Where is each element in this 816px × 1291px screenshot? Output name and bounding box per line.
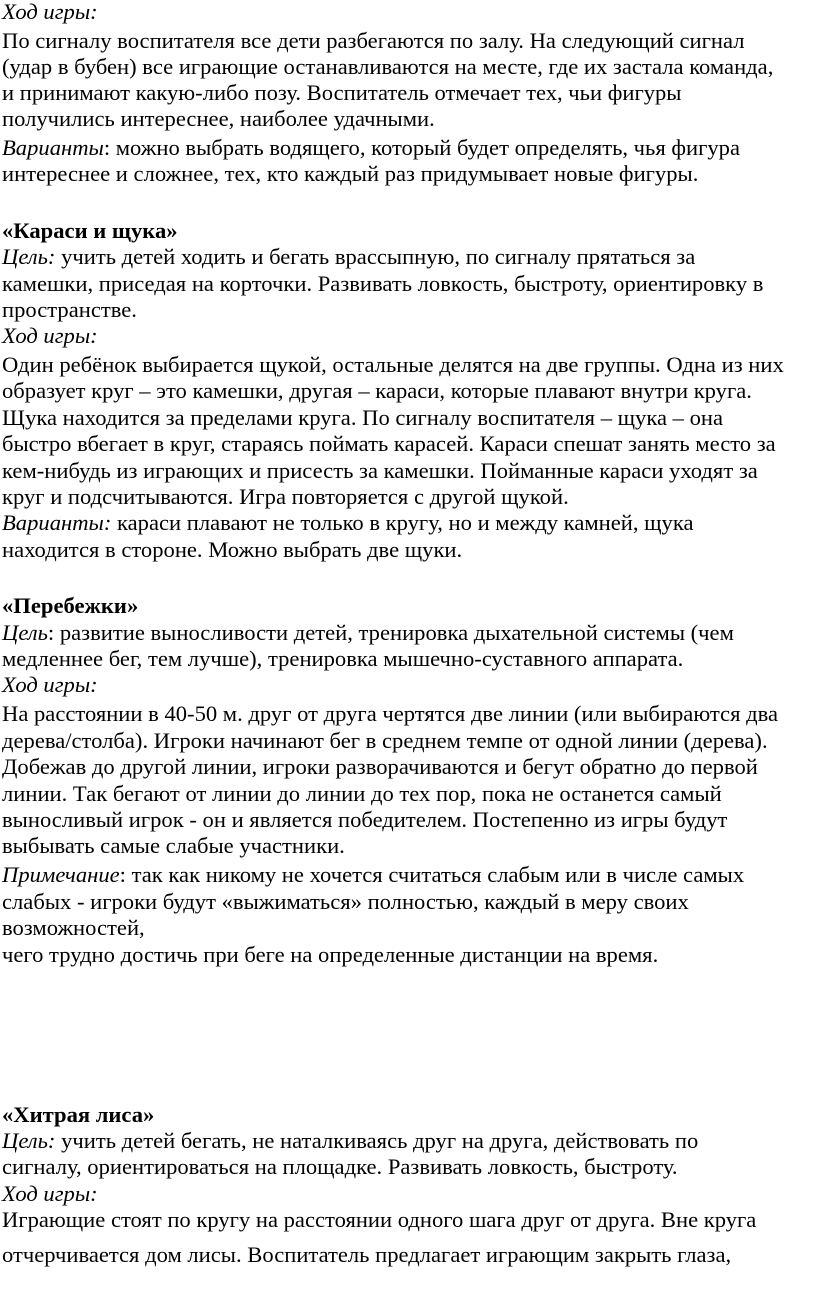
italic-label: Варианты (2, 135, 104, 160)
text-run: выбывать самые слабые участники. (2, 833, 345, 858)
italic-label: Цель: (2, 1128, 56, 1153)
text-line (2, 888, 689, 916)
text-line (2, 296, 137, 324)
text-line (2, 351, 784, 379)
text-run: : можно выбрать водящего, который будет определять, чья фигура (103, 135, 740, 160)
text-run: круг и подсчитываются. Игра повторяется с другой щукой. (2, 484, 569, 509)
text-run: (удар в бубен) все играющие останавливаются на месте, где их застала команда, (2, 54, 774, 79)
text-run: Играющие стоят по кругу на расстоянии одного шага друг от друга. Вне круга (2, 1207, 757, 1232)
text-run: учить детей ходить и бегать врассыпную, по сигналу прятаться за (55, 244, 696, 269)
text-line (2, 134, 740, 162)
text-run: находится в стороне. Можно выбрать две щуки. (2, 537, 463, 562)
text-line (2, 79, 682, 107)
italic-label: Цель: (2, 244, 56, 269)
text-line (2, 483, 569, 511)
text-line (2, 645, 683, 673)
text-line (2, 619, 734, 647)
text-run: караси плавают не только в кругу, но и между камней, щука (111, 510, 694, 535)
text-line (2, 861, 744, 889)
text-line (2, 1241, 731, 1269)
text-run: быстро вбегает в круг, стараясь поймать карасей. Караси спешат занять место за (2, 431, 776, 456)
text-run: медленнее бег, тем лучше), тренировка мышечно-суставного аппарата. (2, 646, 684, 671)
text-line (2, 270, 763, 298)
italic-label: Примечание (2, 862, 120, 887)
text-line (2, 536, 462, 564)
text-line (2, 671, 98, 699)
italic-label: Ход игры: (2, 323, 98, 348)
heading-text: «Хитрая лиса» (2, 1102, 155, 1127)
text-line (2, 322, 98, 350)
italic-label: Цель (2, 620, 48, 645)
text-run: Щука находится за пределами круга. По сигналу воспитателя – щука – она (2, 405, 724, 430)
text-line (2, 700, 778, 728)
text-run: Один ребёнок выбирается щукой, остальные делятся на две группы. Одна из них (2, 352, 784, 377)
text-line (2, 780, 722, 808)
text-run: чего трудно достичь при беге на определенные дистанции на время. (2, 942, 659, 967)
text-run: отчерчивается дом лисы. Воспитатель предлагает играющим закрыть глаза, (2, 1242, 732, 1267)
text-run: и принимают какую-либо позу. Воспитатель отмечает тех, чьи фигуры (2, 80, 682, 105)
italic-label: Варианты: (2, 510, 112, 535)
heading-text: «Перебежки» (2, 593, 139, 618)
italic-label: Ход игры: (2, 672, 98, 697)
text-line (2, 509, 694, 537)
text-line (2, 1127, 698, 1155)
italic-label: Ход игры: (2, 0, 98, 24)
text-line (2, 0, 98, 26)
text-line (2, 53, 773, 81)
text-line (2, 160, 698, 188)
text-line (2, 832, 345, 860)
text-run: : так как никому не хочется считаться слабым или в числе самых (119, 862, 745, 887)
text-line (2, 1180, 98, 1208)
text-run: пространстве. (2, 297, 137, 322)
text-run: : развитие выносливости детей, тренировка дыхательной системы (чем (47, 620, 734, 645)
text-run: линии. Так бегают от линии до линии до тех пор, пока не останется самый (2, 781, 722, 806)
heading-text: «Караси и щука» (2, 218, 178, 243)
section-heading (2, 592, 138, 620)
text-line (2, 105, 435, 133)
text-line (2, 806, 727, 834)
text-line (2, 753, 758, 781)
text-line (2, 430, 776, 458)
text-line (2, 457, 758, 485)
text-run: выносливый игрок - он и является победителем. Постепенно из игры будут (2, 807, 728, 832)
section-heading (2, 1101, 154, 1129)
text-line (2, 1206, 756, 1234)
text-run: получились интереснее, наиболее удачными. (2, 106, 435, 131)
text-line (2, 914, 145, 942)
text-run: возможностей, (2, 915, 145, 940)
text-run: кем-нибудь из играющих и присесть за камешки. Пойманные караси уходят за (2, 458, 758, 483)
text-run: Добежав до другой линии, игроки разворачиваются и бегут обратно до первой (2, 754, 758, 779)
text-run: интереснее и сложнее, тех, кто каждый раз придумывает новые фигуры. (2, 161, 699, 186)
text-line (2, 1153, 678, 1181)
text-line (2, 243, 695, 271)
text-line (2, 727, 768, 755)
italic-label: Ход игры: (2, 1181, 98, 1206)
text-run: слабых - игроки будут «выжиматься» полностью, каждый в меру своих (2, 889, 689, 914)
text-run: камешки, приседая на корточки. Развивать ловкость, быстроту, ориентировку в (2, 271, 764, 296)
text-line (2, 377, 752, 405)
text-run: На расстоянии в 40-50 м. друг от друга чертятся две линии (или выбираются два (2, 701, 779, 726)
text-run: По сигналу воспитателя все дети разбегаются по залу. На следующий сигнал (2, 28, 745, 53)
text-run: сигналу, ориентироваться на площадке. Развивать ловкость, быстроту. (2, 1154, 678, 1179)
text-run: учить детей бегать, не наталкиваясь друг на друга, действовать по (55, 1128, 699, 1153)
text-run: дерева/столба). Игроки начинают бег в среднем темпе от одной линии (дерева). (2, 728, 768, 753)
text-line (2, 27, 745, 55)
text-line (2, 404, 723, 432)
section-heading (2, 217, 178, 245)
text-run: образует круг – это камешки, другая – караси, которые плавают внутри круга. (2, 378, 752, 403)
text-line (2, 941, 658, 969)
